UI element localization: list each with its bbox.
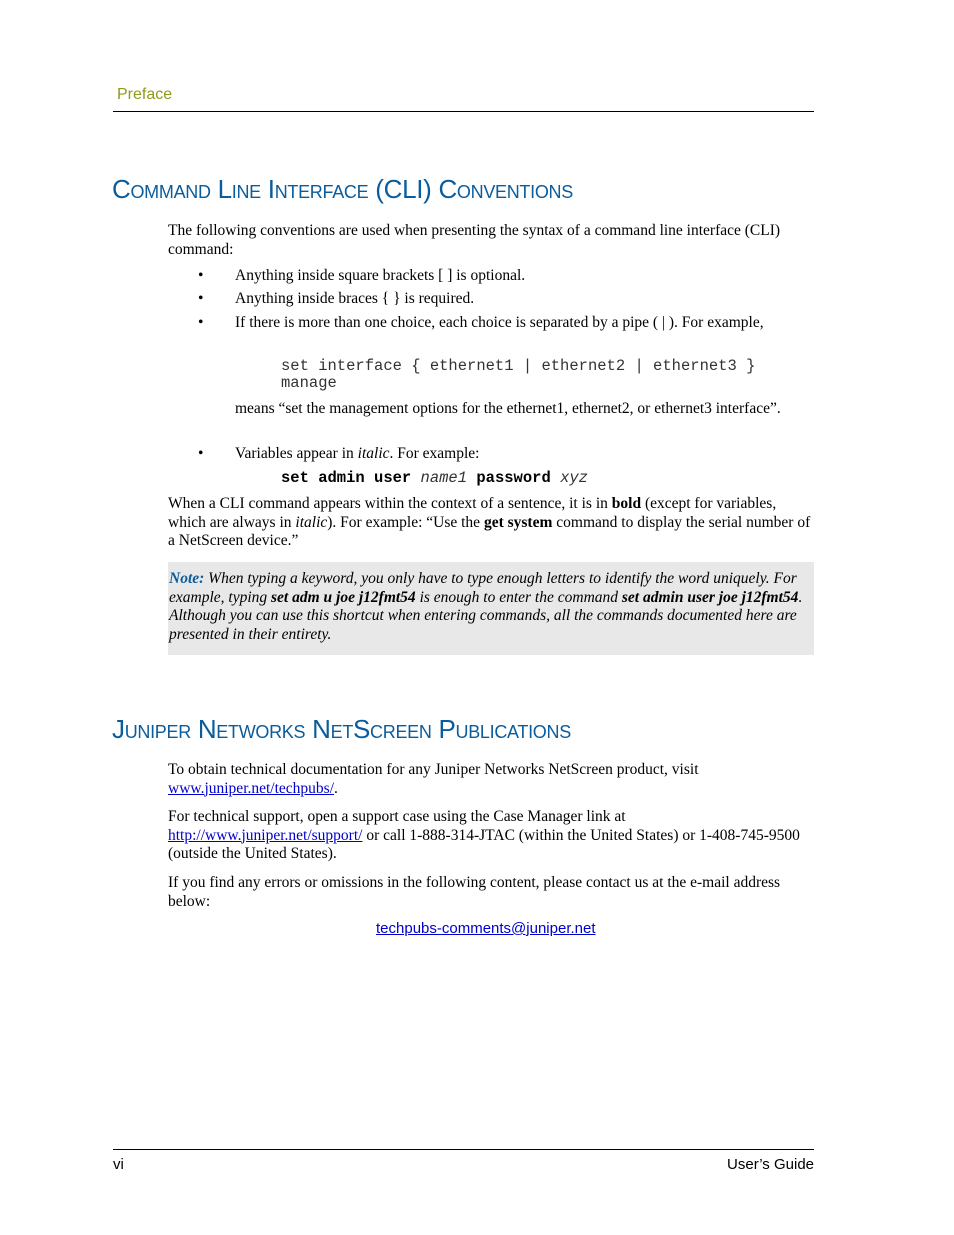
text: When typing a keyword, you only have to type enough letters to identify the word uniquely. For example, typing [169,570,797,606]
text: . [334,779,338,797]
code-example-pipe-line2: manage [281,374,337,392]
code-variable: name1 [420,469,468,487]
techpubs-link[interactable]: www.juniper.net/techpubs/ [168,779,335,797]
text: For technical support, open a support case using the Case Manager link at [168,808,626,825]
bold-command: set admin user joe j12fmt54 [621,588,799,606]
code-command: set admin user [281,469,421,487]
text: is enough to enter the command [415,588,622,606]
italic-word: italic [295,513,328,531]
bold-word: bold [611,495,642,512]
text: Variables appear in [235,445,358,462]
bold-command: set adm u joe j12fmt54 [271,588,416,606]
section-title-publications: Juniper Networks NetScreen Publications [112,714,571,744]
bullet-required: Anything inside braces { } is required. [235,290,475,307]
support-paragraph [168,808,814,864]
context-paragraph [168,495,814,551]
pipe-explanation: means “set the management options for the ethernet1, ethernet2, or ethernet3 interface”. [235,400,781,417]
page-number: vi [113,1156,124,1173]
text: command to display the serial number of a NetScreen device.” [168,513,811,549]
text: or call 1-888-314-JTAC (within the United States) or 1-408-745-9500 (outside the United States). [168,826,800,862]
code-example-variables [281,470,588,488]
code-example-pipe-line1: set interface { ethernet1 | ethernet2 | ethernet3 } [281,357,756,375]
bullet-marker: • [198,445,204,462]
bullet-marker: • [198,267,204,284]
note-text [169,570,809,644]
text: . For example: [389,445,480,462]
bullet-variables [235,445,814,464]
feedback-paragraph: If you find any errors or omissions in the following content, please contact us at the e-mail address below: [168,874,781,910]
running-header: Preface [117,86,173,103]
section-title-cli-conventions: Command Line Interface (CLI) Conventions [112,174,573,204]
note-label: Note: [169,570,205,587]
email-link[interactable]: techpubs-comments@juniper.net [376,920,596,937]
text: (except for variables, which are always in [168,495,777,531]
text: ). For example: “Use the [327,513,484,531]
bullet-pipe-choice: If there is more than one choice, each choice is separated by a pipe ( | ). For example, [235,314,764,331]
italic-word: italic [357,445,390,462]
bold-command: get system [483,513,553,531]
code-command: password [467,469,561,487]
bullet-marker: • [198,290,204,307]
footer-rule [113,1149,814,1150]
cli-intro-paragraph: The following conventions are used when presenting the syntax of a command line interface (CLI) command: [168,222,781,258]
techpubs-paragraph [168,761,814,798]
text: When a CLI command appears within the context of a sentence, it is in [168,495,612,512]
code-variable: xyz [560,469,588,487]
text: To obtain technical documentation for any Juniper Networks NetScreen product, visit [168,761,699,778]
header-rule [113,111,814,112]
support-link[interactable]: http://www.juniper.net/support/ [168,826,363,844]
text: . Although you can use this shortcut when entering commands, all the commands documented here are presented in their entirety. [169,588,803,643]
guide-title: User’s Guide [727,1156,814,1173]
bullet-optional: Anything inside square brackets [ ] is optional. [235,267,526,284]
bullet-marker: • [198,314,204,331]
